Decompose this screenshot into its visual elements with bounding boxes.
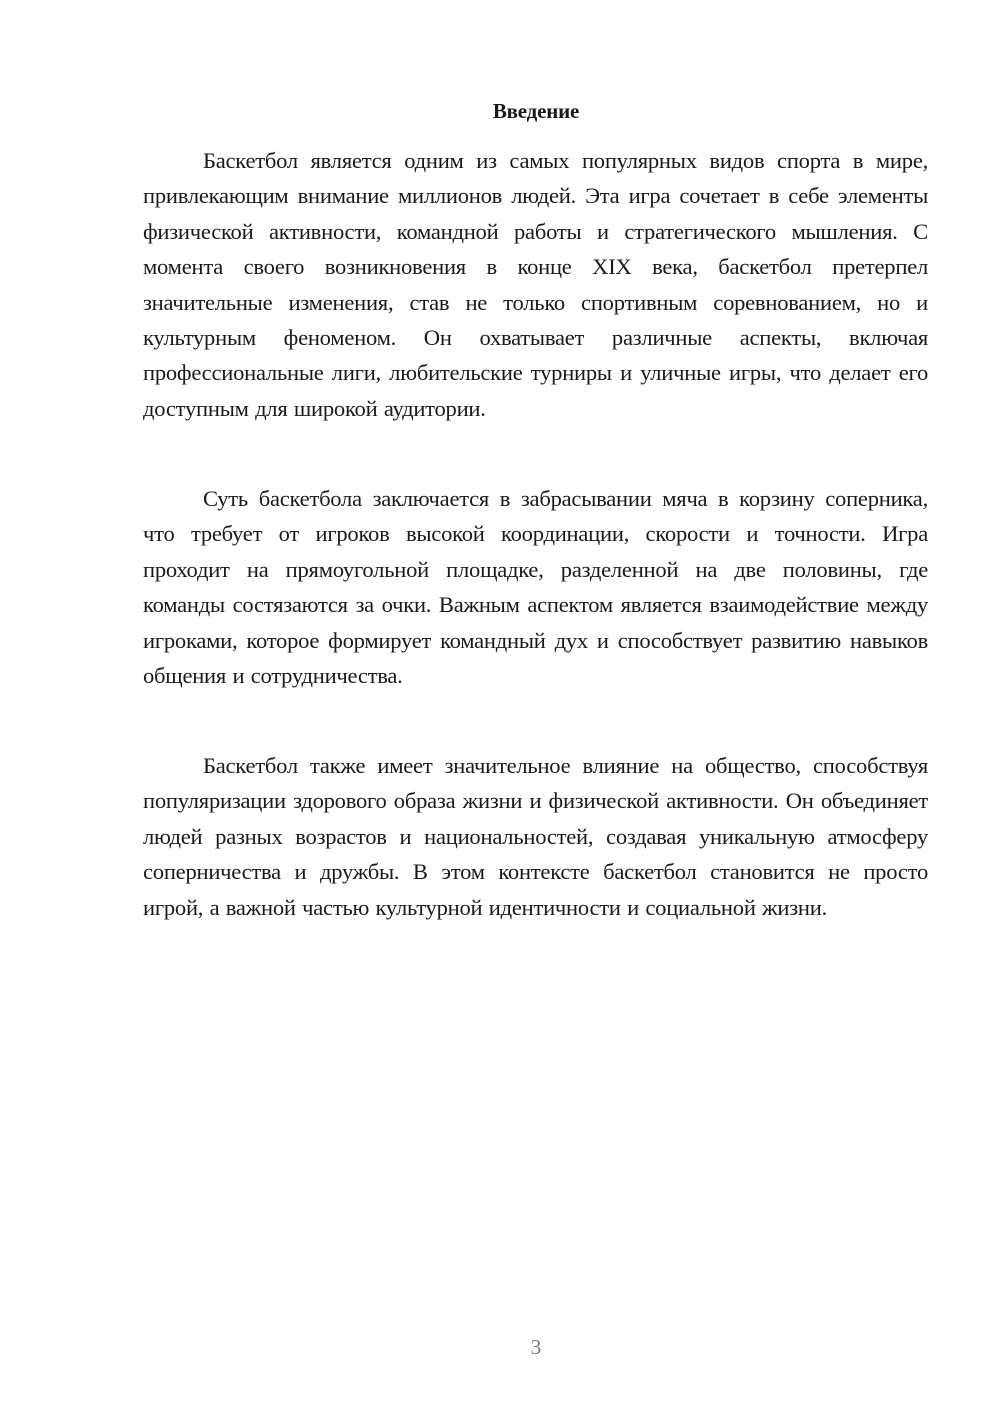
paragraph-3: Баскетбол также имеет значительное влияние на общество, способствуя популяризации здорового образа жизни и физической активности. Он объединяет людей разных возрастов и национальностей, создавая уникальную атмосферу соперничества и дружбы. В этом контексте баскетбол становится не просто игрой, а важной частью культурной идентичности и социальной жизни. <box>143 753 928 920</box>
page-number: 3 <box>530 1335 542 1359</box>
paragraph-2: Суть баскетбола заключается в забрасывании мяча в корзину соперника, что требует от игроков высокой координации, скорости и точности. Игра проходит на прямоугольной площадке, разделенной на две половины, где команды состязаются за очки. Важным аспектом является взаимодействие между игроками, которое формирует командный дух и способствует развитию навыков общения и сотрудничества. <box>143 486 928 689</box>
paragraph-1: Баскетбол является одним из самых популярных видов спорта в мире, привлекающим внимание миллионов людей. Эта игра сочетает в себе элементы физической активности, командной работы и стратегического мышления. С момента своего возникновения в конце XIX века, баскетбол претерпел значительные изменения, став не только спортивным соревнованием, но и культурным феноменом. Он охватывает различные аспекты, включая профессиональные лиги, любительские турниры и уличные игры, что делает его доступным для широкой аудитории. <box>143 148 928 421</box>
section-title: Введение <box>492 99 580 123</box>
